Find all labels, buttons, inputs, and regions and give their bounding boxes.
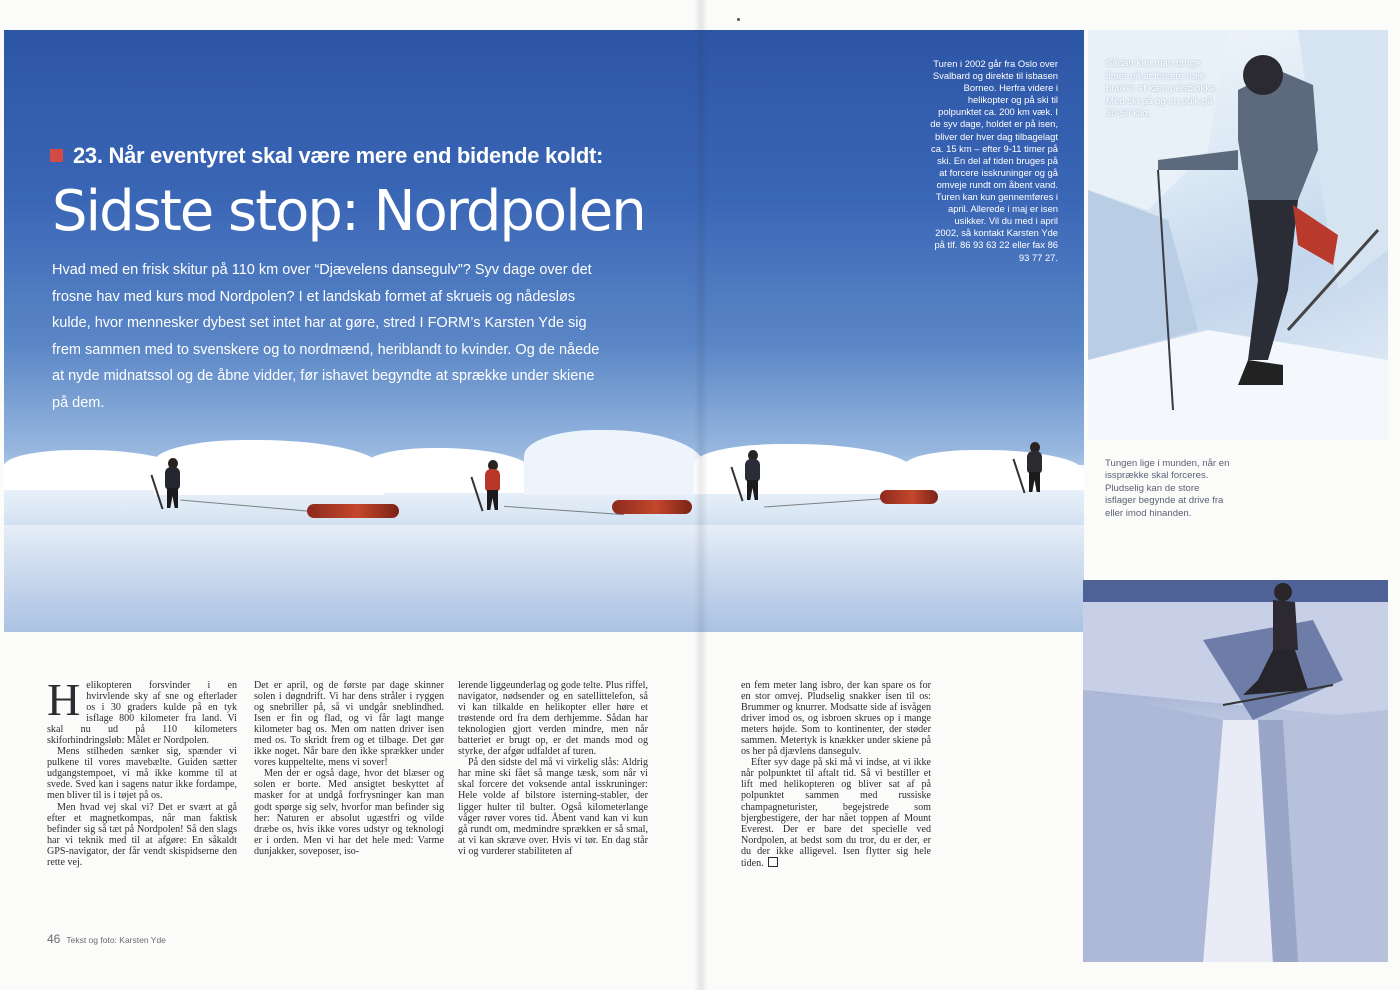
body-column-4 [741, 680, 931, 869]
article-lead: Hvad med en frisk skitur på 110 km over “Djævelens dansegulv”? Syv dage over det frosne hav med kurs mod Nordpolen? I et landskab formet af skrueis og nådesløs kulde, hvor mennesker dybest set intet har at gøre, stred I FORM’s Karsten Yde sig frem sammen med to svenskere og to nordmænd, heriblandt to kvinder. Og de nåede at nyde midnatssol og de åbne vidder, før ishavet begyndte at sprække under skiene på dem. [52, 262, 600, 411]
body-paragraph: Det er april, og de første par dage skinner solen i døgndrift. Vi har dens stråler i ryggen og snebriller på, så vi undgår sneblindhed. Isen er fin og flad, og vi får lagt mange kilometer bag os. Men om natten driver isen med os. To skridt frem og et tilbage. Det gør ikke noget. Når bare den ikke sprækker under vores kuppeltelte, mens vi sover! [254, 680, 444, 769]
body-column-3 [458, 680, 648, 857]
body-paragraph: lerende liggeunderlag og gode telte. Plus riffel, navigator, nødsender og en satellittelefon, så vi kan tilkalde en helikopter eller høre et trøstende ord fra dem derhjemme. Sådan har teknologien gjort verden mindre, men når batteriet er brugt op, er det mands mod og styrke, der afgør udfaldet af turen. [458, 680, 648, 758]
ice-ridge [694, 444, 914, 494]
ice-ridge [364, 448, 534, 493]
page-footer [47, 932, 166, 946]
kicker-text: 23. Når eventyret skal være mere end bidende koldt: [73, 143, 604, 168]
page-number: 46 [47, 932, 61, 946]
snow-plain [4, 525, 1084, 632]
crevasse-illustration [1083, 580, 1388, 962]
ice-ridge [154, 440, 384, 495]
spread-gutter [694, 0, 708, 990]
article-headline: Sidste stop: Nordpolen [52, 179, 645, 244]
pulk-sled [612, 500, 692, 514]
body-column-2 [254, 680, 444, 857]
body-paragraph: Mens stilheden sænker sig, spænder vi pulkene til vores mavebælte. Guiden sætter udgangstempoet, vi må ikke komme til at svede. Sved kan i sagens natur ikke fordampe, men bliver til is i tøjet på os. [47, 746, 237, 802]
print-mark [737, 18, 740, 21]
body-column-1 [47, 674, 237, 868]
skier [742, 450, 764, 502]
body-paragraph: elikopteren forsvinder i en hvirvlende sky af sne og efterlader os i 30 graders kulde på en tyk isflage 800 kilometer fra land. Vi skal nu ud på 110 kilometers skiforhindringsløb: Målet er Nordpolen. [47, 680, 237, 747]
travel-info-box: Turen i 2002 går fra Oslo over Svalbard og direkte til isbasen Borneo. Herfra videre i helikopter og på ski til polpunktet ca. 200 km væk. I de syv dage, holdet er på isen, bliver der hver dag tilbagelagt ca. 15 km – efter 9-11 timer på ski. En del af tiden bruges på at forcere isskruninger og gå omveje rundt om åbent vand. Turen kan kun gennemføres i april. Allerede i maj er isen usikker. Vil du med i april 2002, så kontakt Karsten Yde på tlf. 86 93 63 22 eller fax 86 93 77 27. [930, 58, 1058, 263]
ice-ridge [524, 430, 704, 495]
ice-crack-photo [1083, 580, 1388, 962]
kicker-square-icon [50, 149, 63, 162]
skier [162, 458, 184, 510]
drop-cap: H [47, 674, 81, 725]
body-paragraph: Efter syv dage på ski må vi indse, at vi ikke når polpunktet til aftalt tid. Så vi bestiller et lift med helikopteren og bliver sat af på polpunktet sammen med russiske champagneturister, begejstrede som bjergbestigere, der har nået toppen af Mount Everest. Der er bare det specielle ved Nordpolen, at bedst som du tror, du er der, er du der ikke alligevel. Isen flytter sig hele tiden. [741, 757, 931, 869]
pulk-sled [880, 490, 938, 504]
caption-ice-crack: Tungen lige i munden, når en issprække skal forceres. Pludselig kan de store isflager begynde at drive fra eller imod hinanden. [1105, 458, 1230, 519]
ice-ridge [904, 450, 1084, 490]
body-paragraph: Men hvad vej skal vi? Det er svært at gå efter et magnetkompas, når man faktisk befinder sig så tæt på Nordpolen! Så den slags har vi teknik med til at afgøre: En såkaldt GPS-navigator, der får vendt skispidserne den rette vej. [47, 801, 237, 868]
skier [482, 460, 504, 512]
body-paragraph: På den sidste del må vi virkelig slås: Aldrig har mine ski fået så mange tæsk, som når vi skal forcere det voksende antal isskruninger: Hele volde af bilstore isterning-stabler, der ligger hulter til bulter. Også kilometerlange våger røver vores tid. Åbent vand kan vi kun gå rundt om, medmindre sprækken er så smal, at vi kan skræve over. Hvis vi tør. En dag står vi og vurderer stabiliteten af [458, 757, 648, 857]
body-paragraph: en fem meter lang isbro, der kan spare os for en stor omvej. Pludselig snakker isen til os: Brummer og knurrer. Modsatte side af isvågen driver imod os, og isbroen skrues op i mange meters højde. Som to kontinenter, der støder sammen. Metertyk is knækker under skiene på os her på djævlens dansegulv. [741, 680, 931, 758]
end-mark-icon [768, 857, 778, 867]
body-paragraph: Men der er også dage, hvor det blæser og solen er borte. Med ansigtet beskyttet af masker for at undgå forfrysninger kan man godt spørge sig selv, hvorfor man befinder sig her: Naturen er absolut ugæstfri og vilde dræbe os, hvis ikke vores udstyr og teknologi er i orden. Men vi har det hele med: Varme dunjakker, soveposer, iso- [254, 768, 444, 857]
pulk-sled [307, 504, 399, 518]
skier [1024, 442, 1046, 494]
photo-credit: Tekst og foto: Karsten Yde [66, 935, 166, 945]
caption-ice-climb: Sådan kan man bruge timer på at forcere høje bunker af kæmpeisblokke. Med ski på og en pulk på 30-50 kilo. [1106, 58, 1218, 120]
article-kicker [50, 143, 603, 169]
